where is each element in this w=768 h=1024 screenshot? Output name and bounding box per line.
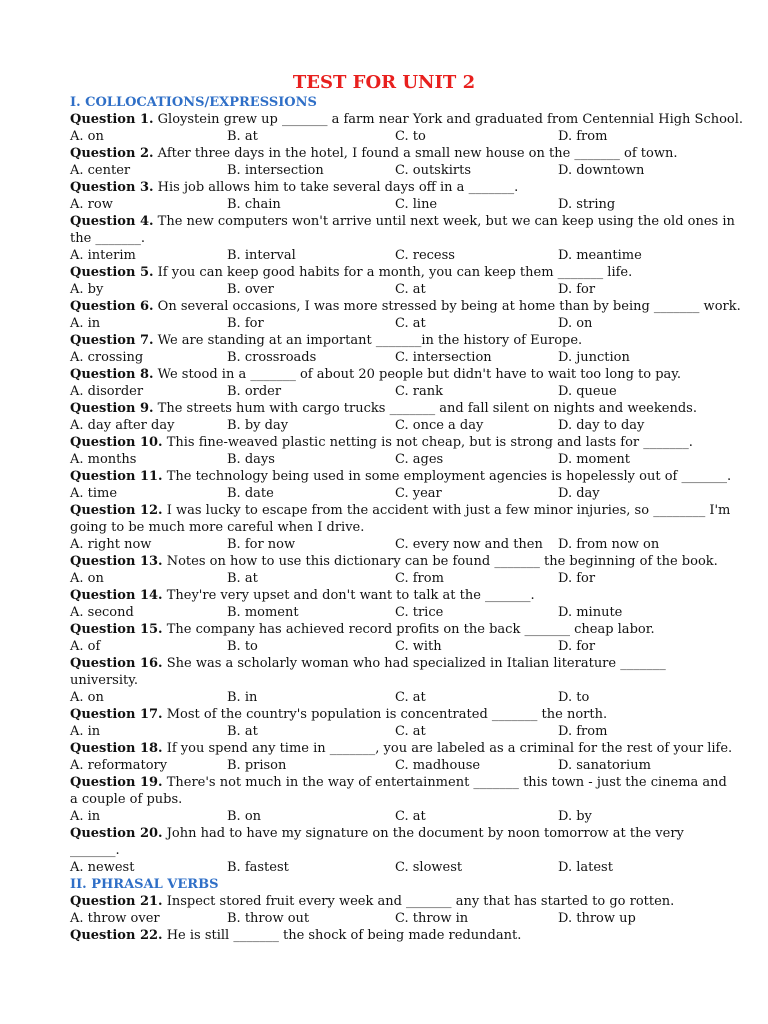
answer-option-b[interactable]: B. prison (227, 758, 287, 773)
question-body: The technology being used in some employment agencies is hopelessly out of _______. (162, 469, 732, 484)
answer-option-a[interactable]: A. center (70, 163, 131, 178)
answer-option-c[interactable]: C. from (395, 571, 444, 586)
question-text (70, 400, 736, 417)
answer-option-a[interactable]: A. on (70, 690, 104, 705)
question-text (70, 264, 736, 281)
answer-option-d[interactable]: D. minute (558, 605, 623, 620)
answer-option-c[interactable]: C. at (395, 282, 426, 297)
answer-option-c[interactable]: C. year (395, 486, 442, 501)
question-body: Notes on how to use this dictionary can be found _______ the beginning of the book. (162, 554, 718, 569)
answer-options (70, 281, 736, 298)
answer-options (70, 451, 736, 468)
question-text (70, 927, 736, 944)
answer-option-c[interactable]: C. outskirts (395, 163, 471, 178)
question-number: Question 14. (70, 588, 163, 603)
answer-option-d[interactable]: D. from (558, 129, 608, 144)
answer-options (70, 417, 736, 434)
answer-option-a[interactable]: A. months (70, 452, 137, 467)
answer-option-a[interactable]: A. disorder (70, 384, 144, 399)
answer-option-a[interactable]: A. throw over (70, 911, 160, 926)
page-title: TEST FOR UNIT 2 (292, 72, 476, 93)
question-text (70, 774, 736, 808)
answer-option-b[interactable]: B. intersection (227, 163, 324, 178)
answer-options (70, 910, 736, 927)
answer-options (70, 485, 736, 502)
answer-option-a[interactable]: A. newest (70, 860, 135, 875)
answer-option-b[interactable]: B. interval (227, 248, 296, 263)
answer-option-a[interactable]: A. on (70, 571, 104, 586)
question-number: Question 6. (70, 299, 154, 314)
answer-option-c[interactable]: C. recess (395, 248, 455, 263)
question-body: There's not much in the way of entertainment _______ this town - just the cinema and a couple of pubs. (70, 775, 727, 807)
question-number: Question 15. (70, 622, 163, 637)
answer-option-a[interactable]: A. day after day (70, 418, 175, 433)
question-number: Question 1. (70, 112, 154, 127)
answer-option-c[interactable]: C. intersection (395, 350, 492, 365)
question-text (70, 655, 736, 689)
answer-options (70, 196, 736, 213)
question-body: His job allows him to take several days off in a _______. (153, 180, 519, 195)
answer-options (70, 536, 736, 553)
question-text (70, 179, 736, 196)
question-text (70, 893, 736, 910)
answer-option-c[interactable]: C. slowest (395, 860, 463, 875)
question-list (70, 94, 744, 944)
answer-option-c[interactable]: C. to (395, 129, 426, 144)
question-number: Question 7. (70, 333, 154, 348)
answer-option-a[interactable]: A. right now (70, 537, 152, 552)
answer-option-c[interactable]: C. throw in (395, 911, 469, 926)
question-number: Question 9. (70, 401, 154, 416)
answer-option-b[interactable]: B. chain (227, 197, 281, 212)
answer-option-d[interactable]: D. day (558, 486, 600, 501)
answer-options (70, 349, 736, 366)
answer-option-a[interactable]: A. in (70, 809, 101, 824)
answer-option-a[interactable]: A. on (70, 129, 104, 144)
question-number: Question 10. (70, 435, 163, 450)
answer-option-a[interactable]: A. crossing (70, 350, 144, 365)
question-body: After three days in the hotel, I found a small new house on the _______ of town. (153, 146, 678, 161)
question-number: Question 16. (70, 656, 163, 671)
answer-option-a[interactable]: A. in (70, 316, 101, 331)
question-body: Inspect stored fruit every week and _______ any that has started to go rotten. (162, 894, 675, 909)
question-number: Question 13. (70, 554, 163, 569)
answer-option-d[interactable]: D. string (558, 197, 616, 212)
answer-option-c[interactable]: C. at (395, 809, 426, 824)
answer-option-b[interactable]: B. at (227, 129, 258, 144)
question-text (70, 213, 736, 247)
answer-option-b[interactable]: B. moment (227, 605, 299, 620)
question-body: If you spend any time in _______, you are labeled as a criminal for the rest of your life. (162, 741, 733, 756)
question-text (70, 434, 736, 451)
question-text (70, 553, 736, 570)
answer-option-d[interactable]: D. from (558, 724, 608, 739)
answer-option-b[interactable]: B. for (227, 316, 264, 331)
section-heading: II. PHRASAL VERBS (70, 877, 219, 892)
answer-option-b[interactable]: B. at (227, 571, 258, 586)
answer-option-d[interactable]: D. day to day (558, 418, 645, 433)
answer-options (70, 162, 736, 179)
question-number: Question 18. (70, 741, 163, 756)
answer-option-a[interactable]: A. reformatory (70, 758, 168, 773)
section-heading: I. COLLOCATIONS/EXPRESSIONS (70, 95, 317, 110)
answer-option-a[interactable]: A. of (70, 639, 101, 654)
answer-option-d[interactable]: D. by (558, 809, 592, 824)
question-body: Most of the country's population is concentrated _______ the north. (162, 707, 608, 722)
question-text (70, 468, 736, 485)
answer-option-a[interactable]: A. row (70, 197, 113, 212)
question-number: Question 11. (70, 469, 163, 484)
answer-option-d[interactable]: D. latest (558, 860, 613, 875)
question-number: Question 8. (70, 367, 154, 382)
answer-options (70, 247, 736, 264)
answer-option-a[interactable]: A. time (70, 486, 118, 501)
question-text (70, 706, 736, 723)
question-number: Question 2. (70, 146, 154, 161)
question-body: We are standing at an important _______in the history of Europe. (153, 333, 583, 348)
answer-option-b[interactable]: B. by day (227, 418, 289, 433)
question-number: Question 3. (70, 180, 154, 195)
answer-option-b[interactable]: B. in (227, 690, 258, 705)
answer-options (70, 859, 736, 876)
answer-option-c[interactable]: C. trice (395, 605, 444, 620)
question-text (70, 366, 736, 383)
question-text (70, 621, 736, 638)
question-body: Gloystein grew up _______ a farm near York and graduated from Centennial High School. (153, 112, 744, 127)
question-body: He is still _______ the shock of being made redundant. (162, 928, 522, 943)
question-body: The new computers won't arrive until next week, but we can keep using the old ones in the _______. (70, 214, 735, 246)
question-body: She was a scholarly woman who had specialized in Italian literature _______ university. (70, 656, 666, 688)
answer-options (70, 638, 736, 655)
answer-option-d[interactable]: D. from now on (558, 537, 660, 552)
question-number: Question 22. (70, 928, 163, 943)
question-body: The streets hum with cargo trucks _______ and fall silent on nights and weekends. (153, 401, 697, 416)
question-number: Question 5. (70, 265, 154, 280)
answer-option-b[interactable]: B. days (227, 452, 275, 467)
answer-option-d[interactable]: D. on (558, 316, 593, 331)
question-body: We stood in a _______ of about 20 people but didn't have to wait too long to pay. (153, 367, 682, 382)
answer-option-a[interactable]: A. in (70, 724, 101, 739)
answer-option-b[interactable]: B. for now (227, 537, 296, 552)
answer-option-b[interactable]: B. throw out (227, 911, 310, 926)
answer-options (70, 315, 736, 332)
question-body: John had to have my signature on the document by noon tomorrow at the very _______. (70, 826, 684, 858)
question-number: Question 12. (70, 503, 163, 518)
answer-option-c[interactable]: C. madhouse (395, 758, 481, 773)
answer-options (70, 570, 736, 587)
question-text (70, 502, 736, 536)
answer-option-b[interactable]: B. to (227, 639, 258, 654)
answer-option-d[interactable]: D. junction (558, 350, 630, 365)
question-text (70, 587, 736, 604)
question-body: On several occasions, I was more stressed by being at home than by being _______ work. (153, 299, 741, 314)
answer-option-a[interactable]: A. second (70, 605, 134, 620)
answer-option-d[interactable]: D. for (558, 571, 596, 586)
answer-option-b[interactable]: B. on (227, 809, 262, 824)
question-body: If you can keep good habits for a month, you can keep them _______ life. (153, 265, 633, 280)
answer-option-d[interactable]: D. sanatorium (558, 758, 651, 773)
question-number: Question 19. (70, 775, 163, 790)
question-body: They're very upset and don't want to talk at the _______. (162, 588, 535, 603)
answer-options (70, 808, 736, 825)
answer-option-d[interactable]: D. downtown (558, 163, 645, 178)
question-text (70, 332, 736, 349)
answer-option-a[interactable]: A. by (70, 282, 104, 297)
answer-option-d[interactable]: D. for (558, 282, 596, 297)
answer-option-b[interactable]: B. crossroads (227, 350, 317, 365)
question-body: The company has achieved record profits on the back _______ cheap labor. (162, 622, 655, 637)
answer-option-c[interactable]: C. ages (395, 452, 444, 467)
answer-option-c[interactable]: C. at (395, 690, 426, 705)
question-number: Question 4. (70, 214, 154, 229)
answer-option-c[interactable]: C. rank (395, 384, 443, 399)
answer-option-d[interactable]: D. to (558, 690, 590, 705)
question-text (70, 740, 736, 757)
answer-option-d[interactable]: D. moment (558, 452, 630, 467)
answer-option-c[interactable]: C. once a day (395, 418, 484, 433)
question-number: Question 17. (70, 707, 163, 722)
question-body: This fine-weaved plastic netting is not cheap, but is strong and lasts for _______. (162, 435, 693, 450)
question-text (70, 145, 736, 162)
question-number: Question 20. (70, 826, 163, 841)
answer-options (70, 383, 736, 400)
question-body: I was lucky to escape from the accident with just a few minor injuries, so ________ I'm going to be much more careful when I drive. (70, 503, 731, 535)
answer-option-b[interactable]: B. date (227, 486, 274, 501)
answer-option-d[interactable]: D. queue (558, 384, 617, 399)
answer-option-c[interactable]: C. at (395, 724, 426, 739)
answer-option-d[interactable]: D. meantime (558, 248, 642, 263)
answer-option-c[interactable]: C. line (395, 197, 438, 212)
answer-options (70, 723, 736, 740)
question-text (70, 111, 744, 128)
answer-options (70, 604, 736, 621)
answer-option-c[interactable]: C. at (395, 316, 426, 331)
answer-option-c[interactable]: C. every now and then (395, 537, 543, 552)
answer-options (70, 128, 736, 145)
answer-options (70, 757, 736, 774)
answer-option-a[interactable]: A. interim (70, 248, 136, 263)
answer-option-c[interactable]: C. with (395, 639, 442, 654)
answer-options (70, 689, 736, 706)
question-text (70, 298, 741, 315)
answer-option-d[interactable]: D. for (558, 639, 596, 654)
question-text (70, 825, 736, 859)
answer-option-d[interactable]: D. throw up (558, 911, 636, 926)
answer-option-b[interactable]: B. order (227, 384, 282, 399)
question-number: Question 21. (70, 894, 163, 909)
answer-option-b[interactable]: B. at (227, 724, 258, 739)
answer-option-b[interactable]: B. fastest (227, 860, 289, 875)
answer-option-b[interactable]: B. over (227, 282, 274, 297)
